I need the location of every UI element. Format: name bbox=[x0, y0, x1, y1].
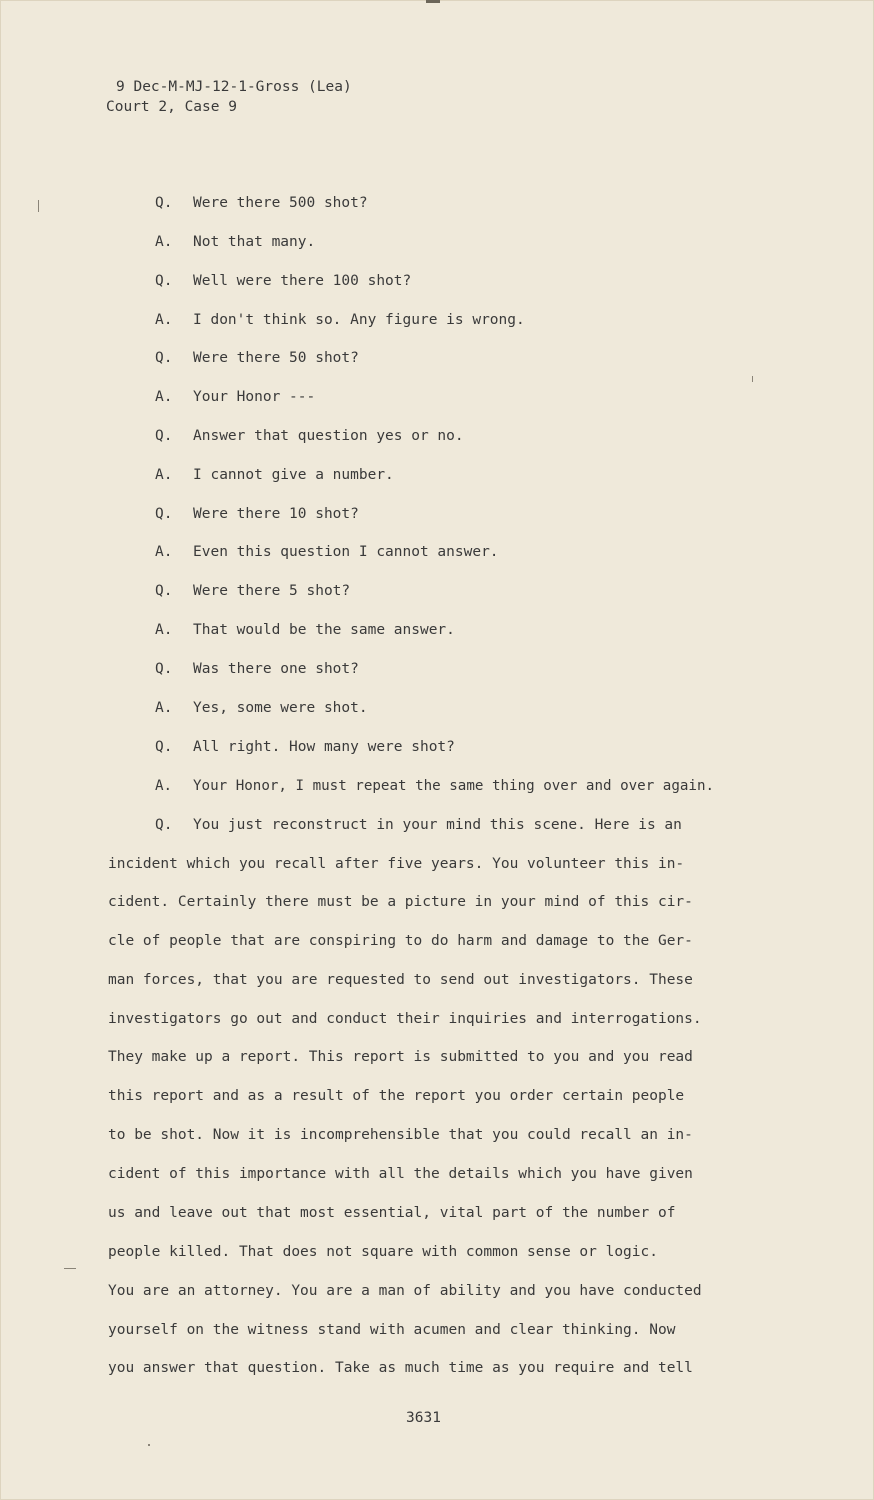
qa-label: Q. bbox=[155, 195, 173, 211]
paragraph-line: cident of this importance with all the details which you have given bbox=[108, 1166, 693, 1182]
qa-text: All right. How many were shot? bbox=[193, 739, 455, 755]
paragraph-line: this report and as a result of the report you order certain people bbox=[108, 1088, 685, 1104]
qa-text: Yes, some were shot. bbox=[193, 700, 368, 716]
qa-label: Q. bbox=[155, 583, 173, 599]
qa-label: Q. bbox=[155, 817, 173, 833]
qa-text: Were there 500 shot? bbox=[193, 195, 368, 211]
qa-text: Not that many. bbox=[193, 234, 316, 250]
qa-label: A. bbox=[155, 544, 173, 560]
qa-label: Q. bbox=[155, 273, 173, 289]
header-case-reference: 9 Dec-M-MJ-12-1-Gross (Lea) bbox=[116, 79, 352, 95]
qa-label: A. bbox=[155, 312, 173, 328]
qa-line bbox=[155, 737, 455, 757]
qa-text: That would be the same answer. bbox=[193, 622, 455, 638]
qa-line bbox=[155, 620, 455, 640]
paragraph-line: They make up a report. This report is submitted to you and you read bbox=[108, 1049, 693, 1065]
scan-speck bbox=[148, 1444, 150, 1446]
paragraph-line: investigators go out and conduct their inquiries and interrogations. bbox=[108, 1011, 702, 1027]
header-court-case: Court 2, Case 9 bbox=[106, 99, 237, 115]
qa-line bbox=[155, 271, 411, 291]
qa-line bbox=[155, 387, 315, 407]
qa-label: A. bbox=[155, 778, 173, 794]
qa-label: A. bbox=[155, 700, 173, 716]
paragraph-line: yourself on the witness stand with acumen and clear thinking. Now bbox=[108, 1322, 676, 1338]
scan-speck bbox=[64, 1268, 76, 1269]
qa-text: Well were there 100 shot? bbox=[193, 273, 412, 289]
qa-line bbox=[155, 581, 350, 601]
page-number: 3631 bbox=[406, 1410, 441, 1426]
qa-label: Q. bbox=[155, 350, 173, 366]
qa-line bbox=[155, 542, 499, 562]
paragraph-line: people killed. That does not square with common sense or logic. bbox=[108, 1244, 658, 1260]
qa-text: Answer that question yes or no. bbox=[193, 428, 464, 444]
qa-line bbox=[155, 776, 714, 796]
paragraph-line: You are an attorney. You are a man of ability and you have conducted bbox=[108, 1283, 702, 1299]
document-header bbox=[106, 77, 352, 117]
paragraph-line: man forces, that you are requested to send out investigators. These bbox=[108, 972, 693, 988]
paragraph-line: to be shot. Now it is incomprehensible that you could recall an in- bbox=[108, 1127, 693, 1143]
paragraph-line: incident which you recall after five years. You volunteer this in- bbox=[108, 856, 685, 872]
paragraph-line: us and leave out that most essential, vital part of the number of bbox=[108, 1205, 676, 1221]
qa-label: Q. bbox=[155, 739, 173, 755]
paragraph-line: cle of people that are conspiring to do harm and damage to the Ger- bbox=[108, 933, 693, 949]
qa-line bbox=[155, 465, 394, 485]
qa-line bbox=[155, 659, 359, 679]
qa-line bbox=[155, 815, 682, 835]
qa-label: A. bbox=[155, 389, 173, 405]
scan-speck bbox=[752, 376, 753, 382]
qa-label: A. bbox=[155, 622, 173, 638]
qa-text: Was there one shot? bbox=[193, 661, 359, 677]
paragraph-line: you answer that question. Take as much time as you require and tell bbox=[108, 1360, 693, 1376]
qa-text: Even this question I cannot answer. bbox=[193, 544, 499, 560]
qa-text: Your Honor --- bbox=[193, 389, 316, 405]
qa-text: Your Honor, I must repeat the same thing over and over again. bbox=[193, 778, 715, 794]
qa-text: Were there 5 shot? bbox=[193, 583, 351, 599]
qa-line bbox=[155, 698, 368, 718]
qa-label: A. bbox=[155, 467, 173, 483]
qa-text: I cannot give a number. bbox=[193, 467, 394, 483]
top-edge-mark bbox=[426, 0, 440, 3]
qa-line bbox=[155, 232, 315, 252]
qa-line bbox=[155, 504, 359, 524]
qa-text: Were there 10 shot? bbox=[193, 506, 359, 522]
qa-text: You just reconstruct in your mind this scene. Here is an bbox=[193, 817, 682, 833]
qa-label: Q. bbox=[155, 428, 173, 444]
qa-label: Q. bbox=[155, 506, 173, 522]
qa-label: A. bbox=[155, 234, 173, 250]
qa-label: Q. bbox=[155, 661, 173, 677]
qa-text: I don't think so. Any figure is wrong. bbox=[193, 312, 525, 328]
scan-speck bbox=[38, 200, 39, 212]
paragraph-line: cident. Certainly there must be a picture in your mind of this cir- bbox=[108, 894, 693, 910]
qa-line bbox=[155, 310, 525, 330]
qa-line bbox=[155, 348, 359, 368]
qa-text: Were there 50 shot? bbox=[193, 350, 359, 366]
qa-line bbox=[155, 426, 464, 446]
qa-line bbox=[155, 193, 368, 213]
